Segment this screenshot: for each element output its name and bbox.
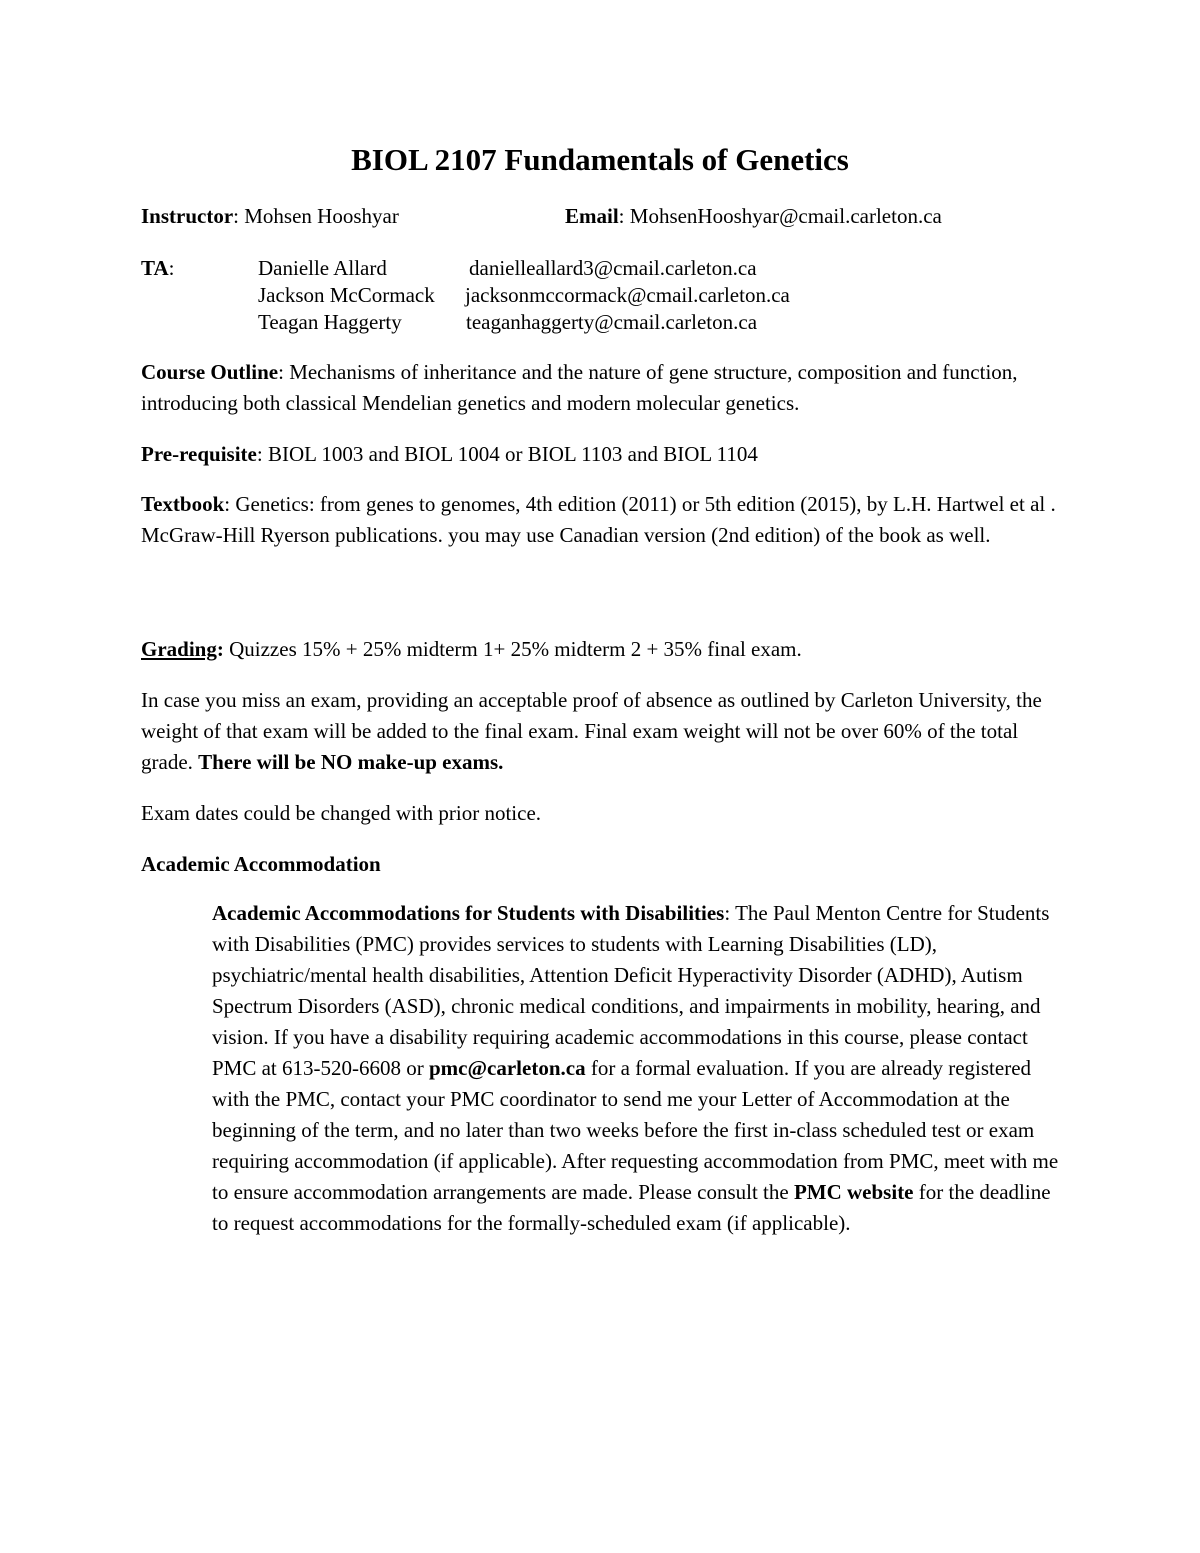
exam-dates-text: Exam dates could be changed with prior notice. <box>141 801 542 825</box>
textbook-label: Textbook <box>141 492 225 516</box>
ta-name-2: Jackson McCormack <box>258 283 435 307</box>
accommodation-paragraph: Academic Accommodations for Students with Disabilities: The Paul Menton Centre for Students with Disabilities (PMC) provides services to students with Learning Disabilities (LD), psychiatric/mental health disabilities, Attention Deficit Hyperactivity Disorder (ADHD), Autism Spectrum Disorders (ASD), chronic medical conditions, and impairments in mobility, hearing, and vision. If you have a disability requiring academic accommodations in this course, please contact PMC at 613-520-6608 or pmc@carleton.ca for a formal evaluation. If you are already registered with the PMC, contact your PMC coordinator to send me your Letter of Accommodation at the beginning of the term, and no later than two weeks before the first in-class scheduled test or exam requiring accommodation (if applicable). After requesting accommodation from PMC, meet with me to ensure accommodation arrangements are made. Please consult the PMC website for the deadline to request accommodations for the formally-scheduled exam (if applicable). <box>212 901 1059 1235</box>
instructor-row: Instructor: Mohsen Hooshyar <box>141 204 399 228</box>
instructor-email-row: Email: MohsenHooshyar@cmail.carleton.ca <box>565 204 942 228</box>
page-title: BIOL 2107 Fundamentals of Genetics <box>351 142 849 177</box>
email-label: Email <box>565 204 619 228</box>
pmc-email-link[interactable]: pmc@carleton.ca <box>429 1056 586 1080</box>
academic-accommodation-heading <box>141 849 1061 880</box>
textbook-paragraph: Textbook: Genetics: from genes to genomes, 4th edition (2011) or 5th edition (2015), by L.H. Hartwel et al . McGraw-Hill Ryerson publications. you may use Canadian version (2nd edition) of the book as well. <box>141 492 1056 547</box>
prerequisite-text: BIOL 1003 and BIOL 1004 or BIOL 1103 and BIOL 1104 <box>267 442 758 466</box>
ta-name-1: Danielle Allard <box>258 256 387 280</box>
pmc-website-link[interactable]: PMC website <box>793 1180 914 1204</box>
no-makeup-notice: There will be NO make-up exams. <box>198 750 504 774</box>
ta-label: TA <box>141 256 169 280</box>
ta-name-3: Teagan Haggerty <box>258 310 402 334</box>
accommodation-text-2: for a formal evaluation. If you are already registered with the PMC, contact your PMC coordinator to send me your Letter of Accommodation at the beginning of the term, and no later than two weeks before the first in-class scheduled test or exam requiring accommodation (if applicable). After requesting accommodation from PMC, meet with me to ensure accommodation arrangements are made. Please consult the <box>212 1056 1059 1204</box>
accommodation-text-1: The Paul Menton Centre for Students with Disabilities (PMC) provides services to students with Learning Disabilities (LD), psychiatric/mental health disabilities, Attention Deficit Hyperactivity Disorder (ADHD), Autism Spectrum Disorders (ASD), chronic medical conditions, and impairments in mobility, hearing, and vision. If you have a disability requiring academic accommodations in this course, please contact PMC at 613-520-6608 or <box>212 901 1050 1080</box>
exam-dates-paragraph <box>141 798 1061 829</box>
ta-email-3[interactable]: teaganhaggerty@cmail.carleton.ca <box>466 310 758 334</box>
missed-exam-paragraph <box>141 685 1061 778</box>
missed-exam-text: In case you miss an exam, providing an acceptable proof of absence as outlined by Carleton University, the weight of that exam will be added to the final exam. Final exam weight will not be over 60% of the total grade. <box>141 688 1042 774</box>
ta-label-row: TA: <box>141 256 175 280</box>
instructor-name: Mohsen Hooshyar <box>244 204 399 228</box>
course-outline-label: Course Outline <box>141 360 279 384</box>
accommodation-sub-label: Academic Accommodations for Students with Disabilities <box>212 901 725 925</box>
textbook-text: Genetics: from genes to genomes, 4th edition (2011) or 5th edition (2015), by L.H. Hartwel et al . McGraw-Hill Ryerson publications. you may use Canadian version (2nd edition) of the book as well. <box>141 492 1056 547</box>
grading-text: Quizzes 15% + 25% midterm 1+ 25% midterm 2 + 35% final exam. <box>229 637 802 661</box>
accommodation-text-3: for the deadline to request accommodations for the formally-scheduled exam (if applicable). <box>212 1180 1051 1235</box>
course-outline-text: Mechanisms of inheritance and the nature of gene structure, composition and function, introducing both classical Mendelian genetics and modern molecular genetics. <box>141 360 1018 415</box>
instructor-label: Instructor <box>141 204 234 228</box>
prerequisite-paragraph: Pre-requisite: BIOL 1003 and BIOL 1004 or BIOL 1103 and BIOL 1104 <box>141 442 758 466</box>
academic-accommodation-heading-text: Academic Accommodation <box>141 852 381 876</box>
grading-paragraph: Grading: Quizzes 15% + 25% midterm 1+ 25% midterm 2 + 35% final exam. <box>141 637 802 661</box>
ta-email-2[interactable]: jacksonmccormack@cmail.carleton.ca <box>465 283 790 307</box>
prerequisite-label: Pre-requisite <box>141 442 257 466</box>
instructor-email[interactable]: MohsenHooshyar@cmail.carleton.ca <box>629 204 942 228</box>
grading-label: Grading <box>141 637 217 661</box>
course-outline-paragraph: Course Outline: Mechanisms of inheritance and the nature of gene structure, composition and function, introducing both classical Mendelian genetics and modern molecular genetics. <box>141 360 1018 415</box>
ta-email-1[interactable]: danielleallard3@cmail.carleton.ca <box>469 256 757 280</box>
